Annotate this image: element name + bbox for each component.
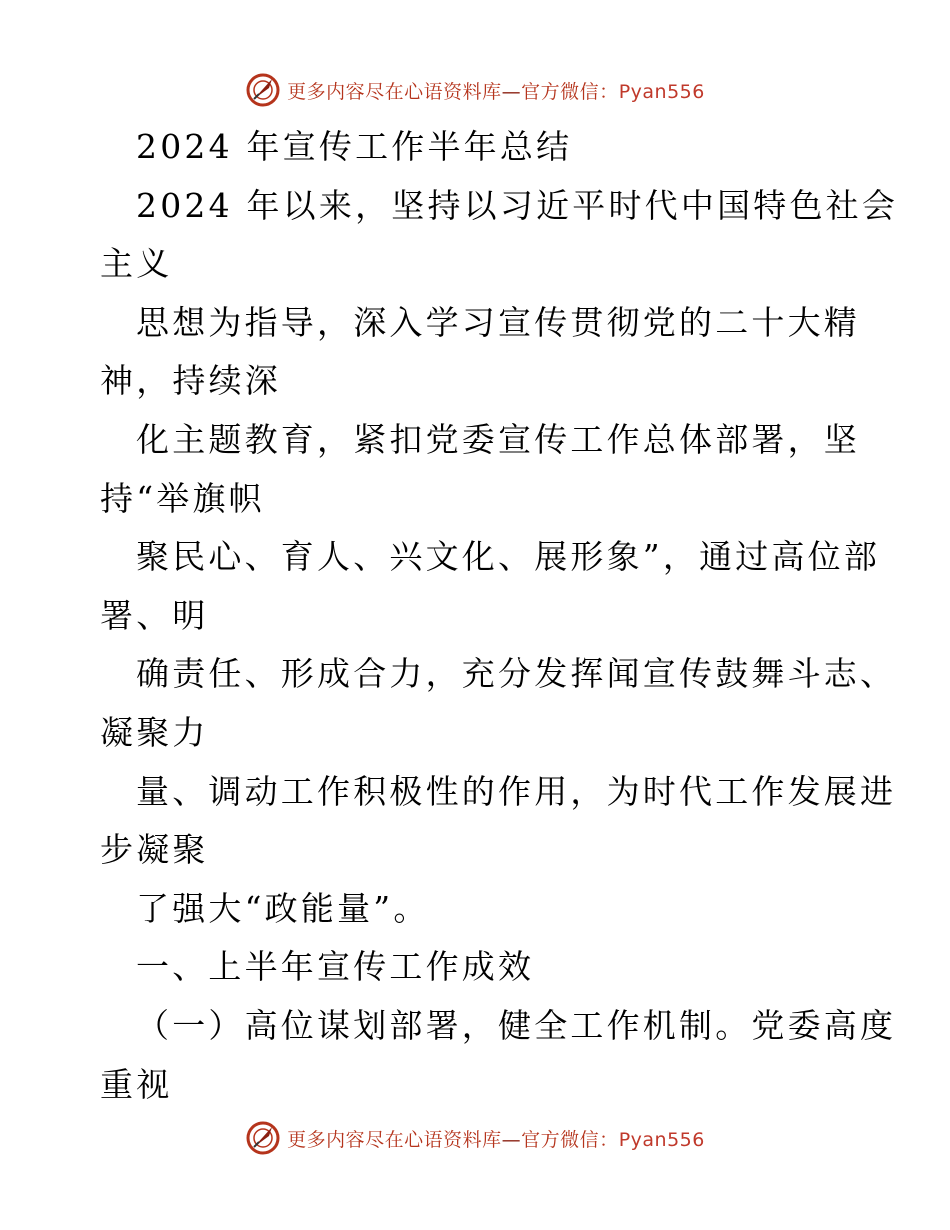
header-watermark [0, 70, 950, 110]
text-line: 思想为指导，深入学习宣传贯彻党的二十大精 [136, 302, 860, 342]
text-line: 一、上半年宣传工作成效 [136, 947, 535, 987]
text-line: 主义 [100, 244, 173, 284]
text-line: 了强大“政能量”。 [136, 888, 430, 928]
document-body [100, 118, 899, 1114]
text-line: 署、明 [100, 595, 209, 635]
watermark-text: 更多内容尽在心语资料库—官方微信：Pyan556 [287, 80, 705, 103]
text-line: 2024 年以来，坚持以习近平时代中国特色社会 [136, 185, 899, 225]
watermark-text: 更多内容尽在心语资料库—官方微信：Pyan556 [287, 1128, 705, 1151]
text-line: 确责任、形成合力，充分发挥闻宣传鼓舞斗志、 [136, 654, 897, 694]
text-line: 量、调动工作积极性的作用，为时代工作发展进 [136, 771, 897, 811]
text-line: 神，持续深 [100, 361, 281, 401]
text-line: 步凝聚 [100, 830, 209, 870]
quill-logo-icon [245, 1120, 281, 1156]
text-line: 化主题教育，紧扣党委宣传工作总体部署，坚 [136, 419, 860, 459]
quill-logo-icon [245, 72, 281, 108]
text-line: 2024 年宣传工作半年总结 [136, 127, 573, 166]
footer-watermark [0, 1118, 950, 1158]
text-line: 聚民心、育人、兴文化、展形象”，通过高位部 [136, 537, 881, 577]
text-line: 重视 [100, 1064, 173, 1104]
text-line: 凝聚力 [100, 712, 209, 752]
text-line: （一）高位谋划部署，健全工作机制。党委高度 [136, 1005, 897, 1045]
text-line: 持“举旗帜 [100, 478, 265, 518]
